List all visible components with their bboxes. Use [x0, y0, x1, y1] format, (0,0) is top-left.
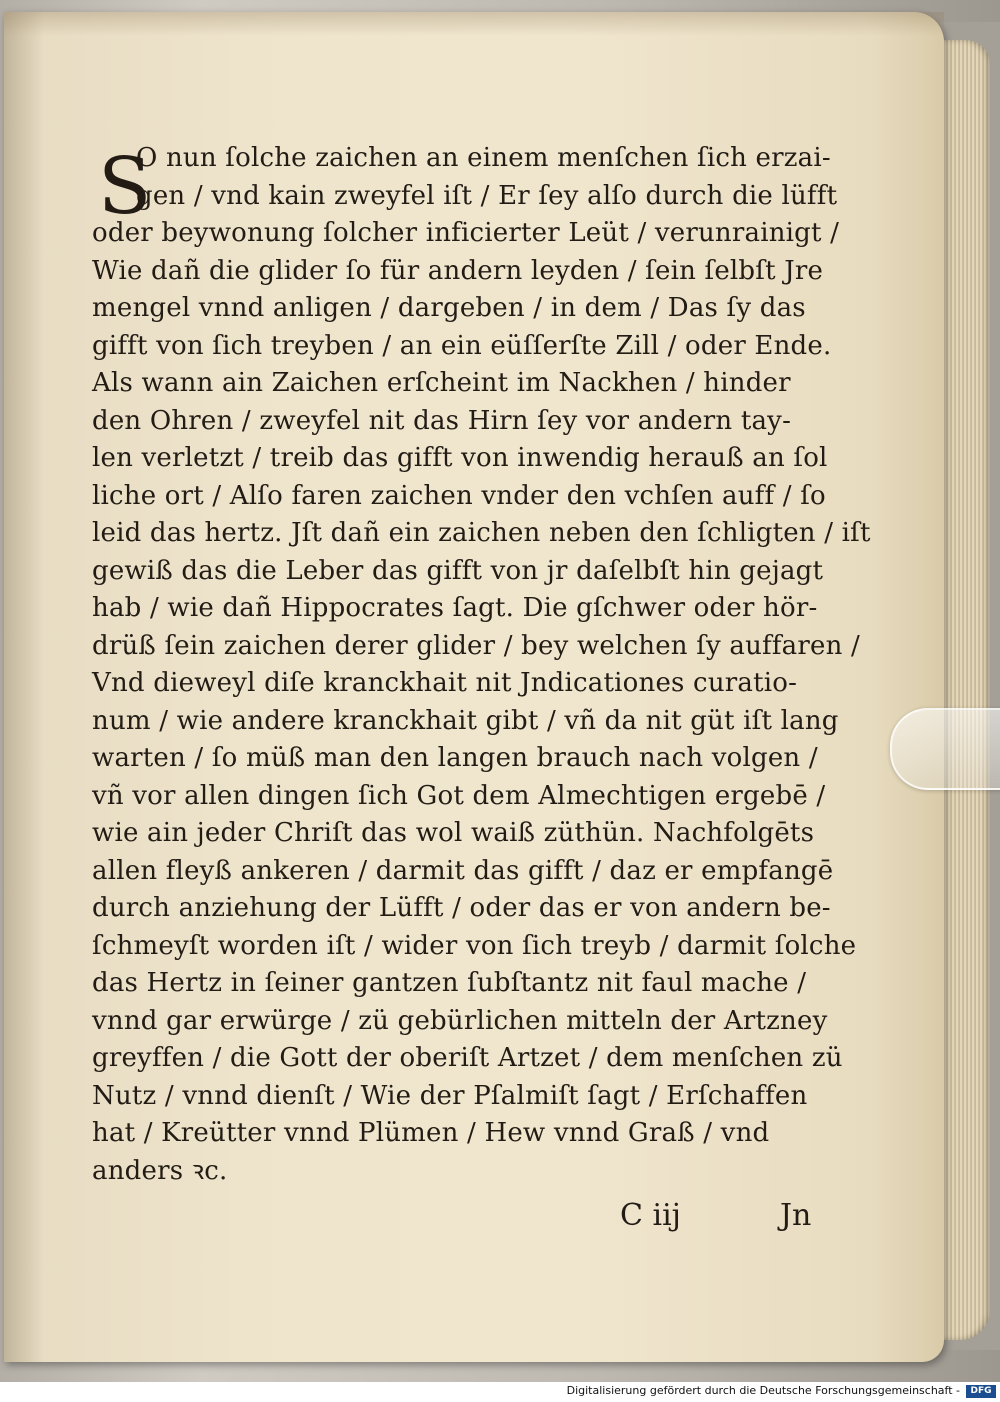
drop-initial: S	[98, 142, 152, 232]
text-line: Als wann ain Zaichen erſcheint im Nackhen / hinder	[92, 368, 791, 398]
text-line: vñ vor allen dingen ſich Got dem Almechtigen ergebē /	[92, 780, 826, 811]
text-line: durch anziehung der Lüfft / oder das er von andern be-	[92, 893, 831, 923]
text-line: gen / vnd kain zweyfel iſt / Er ſey alſo durch die lüfft	[136, 180, 838, 211]
text-line: oder beywonung ſolcher inficierter Leüt / verunrainigt /	[92, 218, 840, 248]
text-line: Wie dañ die glider ſo für andern leyden / ſein ſelbſt Jre	[92, 255, 824, 286]
text-line: wie ain jeder Chriſt das wol waiß züthün. Nachfolgēts	[92, 818, 815, 848]
text-line: liche ort / Alſo faren zaichen vnder den vchſen auff / ſo	[92, 480, 826, 511]
text-line: drüß ſein zaichen derer glider / bey welchen ſy auffaren /	[92, 630, 860, 661]
text-line: anders ꝛc.	[92, 1155, 228, 1186]
funding-credit: Digitalisierung gefördert durch die Deutsche Forschungsgemeinschaft -	[566, 1384, 960, 1397]
text-line: Vnd dieweyl diſe kranckhait nit Jndicationes curatio-	[92, 668, 798, 698]
text-line: den Ohren / zweyfel nit das Hirn ſey vor andern tay-	[92, 405, 792, 436]
text-line: greyffen / die Gott der oberiſt Artzet / dem menſchen zü	[92, 1043, 843, 1073]
text-line: mengel vnnd anligen / dargeben / in dem / Das ſy das	[92, 293, 806, 323]
footer-bar	[0, 1382, 1000, 1402]
text-line: warten / ſo müß man den langen brauch nach volgen /	[92, 743, 818, 773]
text-line: num / wie andere kranckhait gibt / vñ da nit güt iſt lang	[92, 705, 839, 736]
text-line: hat / Kreütter vnnd Plümen / Hew vnnd Graß / vnd	[92, 1118, 770, 1148]
text-line: gifft von ſich treyben / an ein eüſſerſte Zill / oder Ende.	[92, 330, 832, 361]
text-line: vnnd gar erwürge / zü gebürlichen mitteln der Artzney	[92, 1005, 828, 1036]
text-line: O nun ſolche zaichen an einem menſchen ſich erzai-	[136, 143, 831, 173]
signature-line	[600, 1198, 830, 1248]
page-clip	[890, 708, 1000, 790]
page-edges	[940, 40, 990, 1340]
signature-mark: C iij	[620, 1198, 681, 1233]
text-line: hab / wie dañ Hippocrates ſagt. Die gſchwer oder hör-	[92, 593, 818, 623]
text-line: ſchmeyſt worden iſt / wider von ſich treyb / darmit ſolche	[92, 930, 857, 961]
text-line: allen fleyß ankeren / darmit das gifft / daz er empfangē	[92, 855, 834, 886]
text-line: len verletzt / treib das gifft von inwendig herauß an ſol	[92, 443, 828, 473]
text-line: gewiß das die Leber das gifft von jr daſelbſt hin gejagt	[92, 555, 824, 586]
dfg-logo: DFG	[966, 1385, 996, 1398]
text-line: Nutz / vnnd dienſt / Wie der Pſalmiſt ſagt / Erſchaffen	[92, 1080, 808, 1111]
text-line: das Hertz in ſeiner gantzen ſubſtantz nit faul mache /	[92, 968, 807, 998]
text-block	[92, 140, 871, 1190]
text-line: leid das hertz. Jſt dañ ein zaichen neben den ſchligten / iſt	[92, 518, 871, 548]
spine-shadow	[4, 12, 44, 1362]
catchword: Jn	[780, 1198, 812, 1233]
top-shadow	[4, 12, 944, 36]
